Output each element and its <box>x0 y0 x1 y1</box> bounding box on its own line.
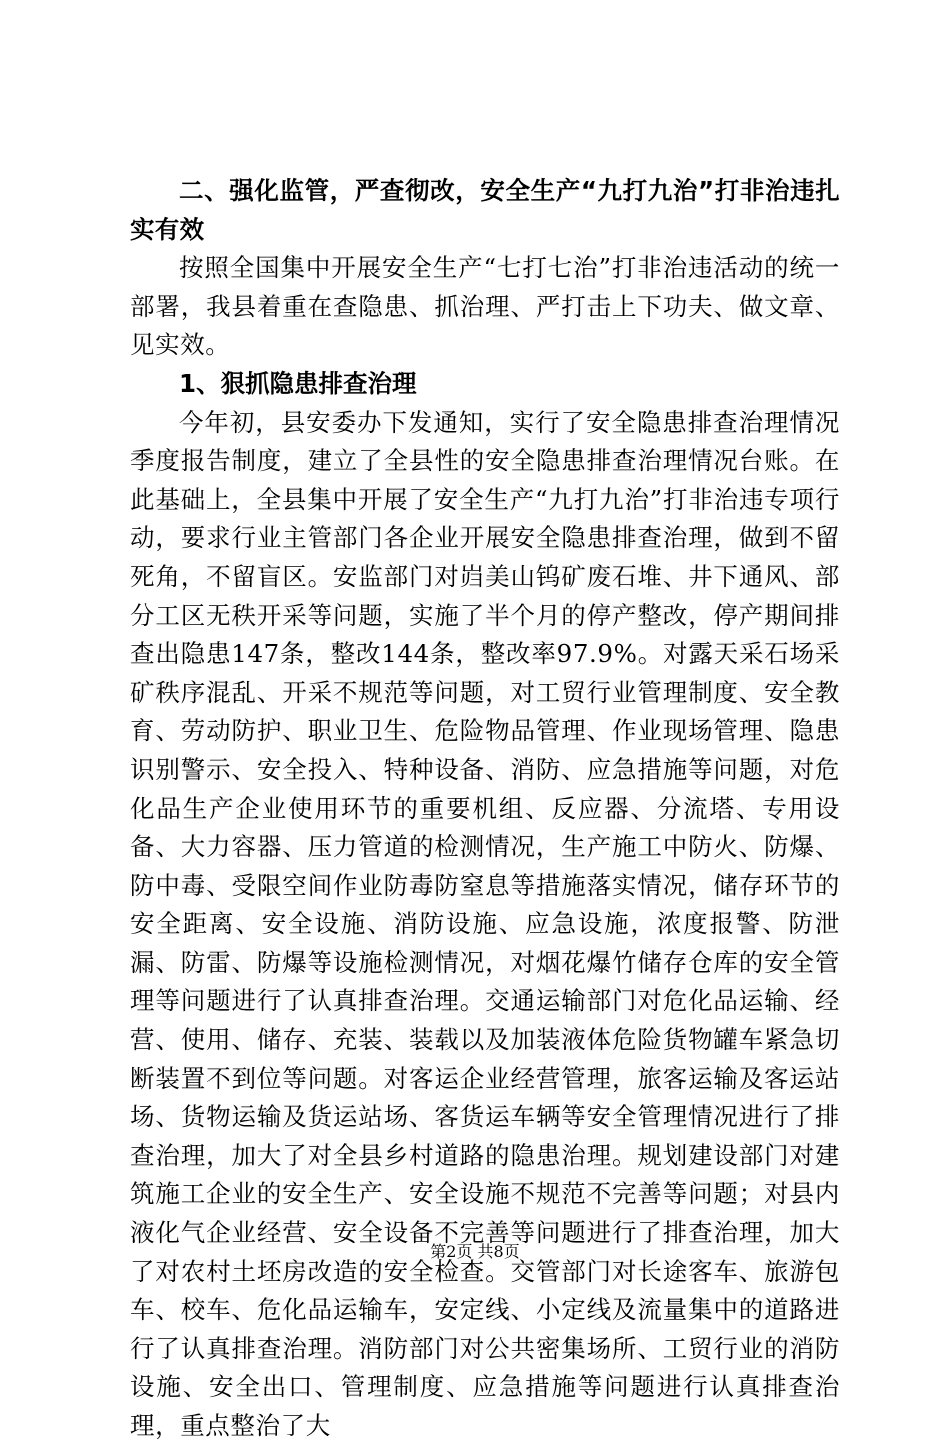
intro-paragraph: 按照全国集中开展安全生产“七打七治”打非治违活动的统一部署，我县着重在查隐患、抓治理、严打击上下功夫、做文章、见实效。 <box>130 253 840 360</box>
subsection-heading: 1、狠抓隐患排查治理 <box>179 368 417 398</box>
section-heading: 二、强化监管，严查彻改，安全生产“九打九治”打非治违扎实有效 <box>130 176 840 244</box>
body-paragraph: 今年初，县安委办下发通知，实行了安全隐患排查治理情况季度报告制度，建立了全县性的安全隐患排查治理情况台账。在此基础上，全县集中开展了安全生产“九打九治”打非治违专项行动，要求行业主管部门各企业开展安全隐患排查治理，做到不留死角，不留盲区。安监部门对岿美山钨矿废石堆、井下通风、部分工区无秩开采等问题，实施了半个月的停产整改，停产期间排查出隐患147条，整改144条，整改率97.9%。对露天采石场采矿秩序混乱、开采不规范等问题，对工贸行业管理制度、安全教育、劳动防护、职业卫生、危险物品管理、作业现场管理、隐患识别警示、安全投入、特种设备、消防、应急措施等问题，对危化品生产企业使用环节的重要机组、反应器、分流塔、专用设备、大力容器、压力管道的检测情况，生产施工中防火、防爆、防中毒、受限空间作业防毒防窒息等措施落实情况，储存环节的安全距离、安全设施、消防设施、应急设施，浓度报警、防泄漏、防雷、防爆等设施检测情况，对烟花爆竹储存仓库的安全管理等问题进行了认真排查治理。交通运输部门对危化品运输、经营、使用、储存、充装、装载以及加装液体危险货物罐车紧急切断装置不到位等问题。对客运企业经营管理，旅客运输及客运站场、货物运输及货运站场、客货运车辆等安全管理情况进行了排查治理，加大了对全县乡村道路的隐患治理。规划建设部门对建筑施工企业的安全生产、安全设施不规范不完善等问题；对县内液化气企业经营、安全设备不完善等问题进行了排查治理，加大了对农村土坯房改造的安全检查。交管部门对长途客车、旅游包车、校车、危化品运输车，安定线、小定线及流量集中的道路进行了认真排查治理。消防部门对公共密集场所、工贸行业的消防设施、安全出口、管理制度、应急措施等问题进行认真排查治理，重点整治了大 <box>130 407 840 1440</box>
page-footer: 第2页 共8页 <box>430 1242 520 1261</box>
